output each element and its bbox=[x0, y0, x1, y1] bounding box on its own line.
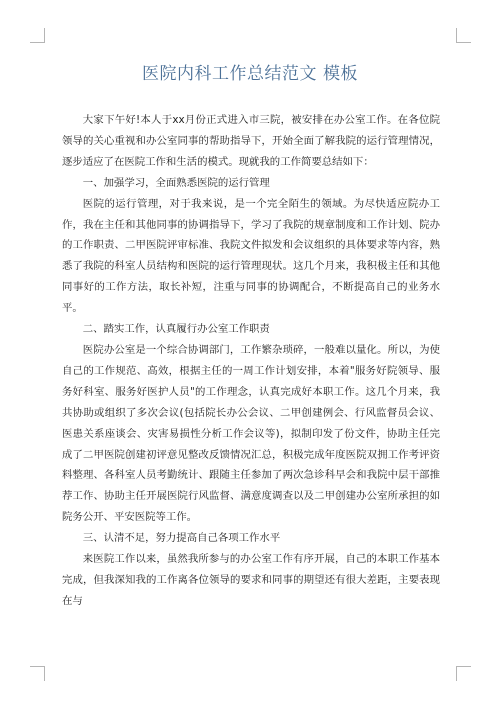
document-title: 医院内科工作总结范文 模板 bbox=[142, 64, 358, 84]
section-heading-1: 一、加强学习，全面熟悉医院的运行管理 bbox=[82, 176, 270, 189]
paragraph-intro: 大家下午好!本人于xx月份正式进入市三院，被安排在办公室工作。在各位院领导的关心重视和办公室同事的帮助指导下，开始全面了解我院的运行管理情况，逐步适应了在医院工作和生活的模式。现就我的工作简要总结如下： bbox=[62, 114, 440, 168]
crop-mark-top-right bbox=[456, 28, 471, 43]
paragraph-section-3: 来医院工作以来，虽然我所参与的办公室工作有序开展，自己的本职工作基本完成，但我深知我的工作离各位领导的要求和同事的期望还有很大差距，主要表现在与 bbox=[62, 553, 440, 607]
crop-mark-bottom-right bbox=[456, 666, 471, 681]
document-body bbox=[62, 110, 440, 612]
paragraph-section-1: 医院的运行管理，对于我来说，是一个完全陌生的领域。为尽快适应院办工作，我在主任和其他同事的协调指导下，学习了我院的规章制度和工作计划、院办的工作职责、二甲医院评审标准、我院文件拟发和会议组织的具体要求等内容，熟悉了我院的科室人员结构和医院的运行管理现状。这几个月来，我积极主任和其他同事好的工作方法，取长补短，注重与同事的协调配合，不断提高自己的业务水平。 bbox=[62, 197, 440, 315]
section-heading-3: 三、认清不足，努力提高自己各项工作水平 bbox=[82, 532, 281, 545]
paragraph-section-2: 医院办公室是一个综合协调部门，工作繁杂琐碎，一般难以量化。所以，为使自己的工作规范、高效，根据主任的一周工作计划安排，本着"服务好院领导、服务好科室、服务好医护人员"的工作理念，认真完成好本职工作。这几个月来，我共协助或组织了多次会议(包括院长办公会议、二甲创建例会、行风监督员会议、医患关系座谈会、灾害易损性分析工作会议等)，拟制印发了份文件，协助主任完成了二甲医院创建初评意见整改反馈情况汇总，积极完成年度医院双拥工作考评资料整理、各科室人员考勤统计、跟随主任参加了两次急诊科早会和我院中层干部推荐工作、协助主任开展医院行风监督、满意度调查以及二甲创建办公室所承担的如院务公开、平安医院等工作。 bbox=[62, 343, 440, 524]
crop-mark-top-left bbox=[30, 28, 45, 43]
section-heading-2: 二、踏实工作，认真履行办公室工作职责 bbox=[82, 323, 270, 336]
crop-mark-bottom-left bbox=[30, 666, 45, 681]
